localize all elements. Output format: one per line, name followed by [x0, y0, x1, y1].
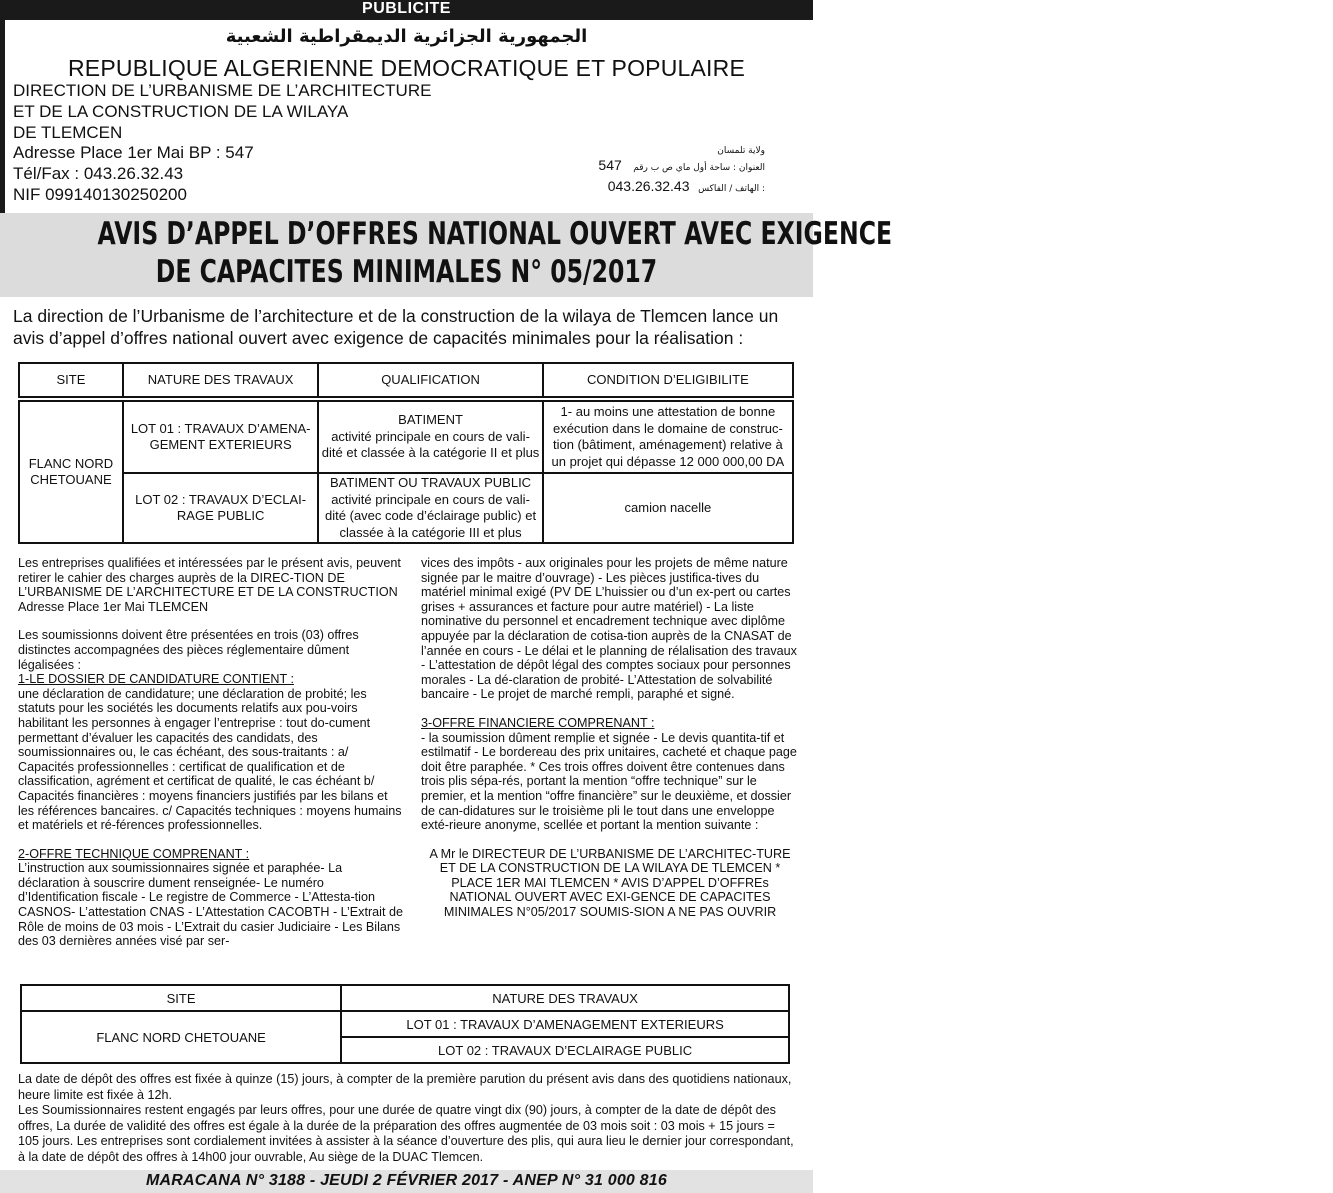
- body-paragraph: vices des impôts - aux originales pour les projets de même nature signée par le maitre d’ouvrage) - Les pièces justifica-tives du matériel minimal exigé (PV DE L’huissier ou d’un ex-pert ou cartes grises + assurances et facture pour autre matériel) - La liste nominative du personnel et encadrement technique avec diplôme appuyée par la déclaration de cotisa-tion auprès de la CNASAT de l’année en cours - Le délai et le planning de rélalisation des travaux - L’attestation de dépôt légal des comptes sociaux pour personnes morales - La dé-claration de probité- L’Attestation de solvabilité bancaire - Le projet de marché rempli, paraphé et signé.: [421, 556, 797, 702]
- body-column-left: [18, 556, 403, 949]
- closing-text: [18, 1072, 798, 1165]
- left-edge-bar: [0, 20, 5, 216]
- notice-title-line: DE CAPACITES MINIMALES N° 05/2017: [155, 254, 658, 290]
- table-cell-lot: LOT 02 : TRAVAUX D’ECLAIRAGE PUBLIC: [341, 1037, 789, 1063]
- section-heading: 3-OFFRE FINANCIERE COMPRENANT :: [421, 715, 655, 730]
- body-paragraph: une déclaration de candidature; une déclaration de probité; les statuts pour les sociétés les documents relatifs aux pou-voirs habilitant les personnes à engager l’entreprise : tout do-cument permettant d’évaluer les capacités des candidats, des soumissionnaires ou, le cas échéant, des sous-traitants : a/ Capacités professionnelles : certificat de qualification et de classification, agrément et certificat de qualité, le cas échéant b/ Capacités financières : moyens financiers justifiés par les bilans et les références bancaires. c/ Capacités techniques : moyens humains et matériels et ré-férences professionnelles.: [18, 686, 402, 833]
- envelope-address-block: A Mr le DIRECTEUR DE L’URBANISME DE L’ARCHITEC-TURE ET DE LA CONSTRUCTION DE LA WILAYA DE TLEMCEN * PLACE 1ER MAI TLEMCEN * AVIS D’APPEL D’OFFREs NATIONAL OUVERT AVEC EXI-GENCE DE CAPACITES MINIMALES N°05/2017 SOUMIS-SION A NE PAS OUVRIR: [429, 846, 791, 920]
- arabic-contact-block: [560, 144, 765, 200]
- footer-text: MARACANA N° 3188 - JEUDI 2 FÉVRIER 2017 - ANEP N° 31 000 816: [146, 1172, 667, 1189]
- arabic-address-number: 547: [598, 157, 622, 173]
- table-cell-nature: LOT 02 : TRAVAUX D’ECLAI-RAGE PUBLIC: [123, 473, 318, 543]
- table-header-nature: NATURE DES TRAVAUX: [123, 363, 318, 397]
- qualification-text: activité principale en cours de vali-dité et classée à la catégorie II et plus: [321, 428, 540, 461]
- table-cell-qualification: [318, 401, 542, 473]
- direction-line: DE TLEMCEN: [13, 123, 123, 142]
- republic-title: REPUBLIQUE ALGERIENNE DEMOCRATIQUE ET POPULAIRE: [68, 55, 745, 81]
- body-paragraph: - la soumission dûment remplie et signée - Le devis quantita-tif et estilmatif - Le bordereau des prix unitaires, cacheté et chaque page doit être paraphée. * Ces trois offres doivent être contenues dans trois plis sépa-rés, portant la mention “offre technique” sur le premier, et la mention “offre financière” sur le deuxième, et dossier de can-didatures sur le troisième pli le tout dans une enveloppe exté-rieure anonyme, scellée et portant la mention suivante :: [421, 730, 797, 833]
- notice-title: [97, 215, 893, 291]
- lots-summary-table: [20, 984, 790, 1064]
- table-cell-site: FLANC NORD CHETOUANE: [21, 1011, 341, 1063]
- body-paragraph: Les entreprises qualifiées et intéressées par le présent avis, peuvent retirer le cahier des charges auprès de la DIREC-TION DE L’URBANISME DE L’ARCHITECTURE ET DE LA CONSTRUCTION Adresse Place 1er Mai TLEMCEN: [18, 556, 401, 614]
- section-heading: 2-OFFRE TECHNIQUE COMPRENANT :: [18, 846, 250, 861]
- arabic-wilaya: ولاية تلمسان: [717, 146, 765, 156]
- table-header-nature: NATURE DES TRAVAUX: [341, 985, 789, 1011]
- arabic-phone-number: 043.26.32.43: [607, 178, 690, 194]
- arabic-address: [560, 158, 765, 175]
- arabic-phone: [560, 175, 765, 200]
- table-cell-condition: 1- au moins une attestation de bonne exécution dans le domaine de construc-tion (bâtiment, aménagement) relative à un projet qui dépasse 12 000 000,00 DA: [543, 401, 793, 473]
- table-header-site: SITE: [21, 985, 341, 1011]
- section-heading: 1-LE DOSSIER DE CANDIDATURE CONTIENT :: [18, 672, 294, 687]
- direction-line: DIRECTION DE L’URBANISME DE L’ARCHITECTURE: [13, 81, 432, 100]
- arabic-phone-label: الهاتف / الفاكس :: [698, 184, 765, 194]
- notice-title-band: [0, 213, 893, 297]
- notice-title-line: AVIS D’APPEL D’OFFRES NATIONAL OUVERT AVEC EXIGENCE: [97, 216, 893, 252]
- nif-line: NIF 099140130250200: [13, 185, 187, 204]
- body-paragraph: Les soumissionns doivent être présentées en trois (03) offres distinctes accompagnées des pièces réglementaire dûment légalisées :: [18, 628, 359, 672]
- publicite-banner: [0, 0, 813, 20]
- table-cell-qualification: [318, 473, 542, 543]
- arabic-address-label: العنوان : ساحة أول ماي ص ب رقم: [633, 163, 765, 173]
- table-header-condition: CONDITION D’ELIGIBILITE: [543, 363, 793, 397]
- intro-paragraph: La direction de l’Urbanisme de l’architecture et de la construction de la wilaya de Tlemcen lance un avis d’appel d’offres national ouvert avec exigence de capacités minimales pour la réalisation :: [13, 306, 779, 348]
- table-cell-site: FLANC NORD CHETOUANE: [19, 401, 123, 543]
- direction-name: [13, 80, 431, 143]
- closing-paragraph: La date de dépôt des offres est fixée à quinze (15) jours, à compter de la première parution du présent avis dans des quotidiens nationaux, heure limite est fixée à 12h.: [18, 1072, 792, 1102]
- table-cell-nature: LOT 01 : TRAVAUX D’AMENA-GEMENT EXTERIEURS: [123, 401, 318, 473]
- direction-line: ET DE LA CONSTRUCTION DE LA WILAYA: [13, 102, 349, 121]
- table-header-qualification: QUALIFICATION: [318, 363, 542, 397]
- closing-paragraph: Les Soumissionnaires restent engagés par leurs offres, pour une durée de quatre vingt dix (90) jours, à compter de la date de dépôt des offres, La durée de validité des offres est égale à la durée de la préparation des offres augmentée de 03 mois soit : 03 mois + 15 jours = 105 jours. Les entreprises sont cordialement invitées à assister à la séance d’ouverture des plis, qui aura lieu le dernier jour correspondant, à la date de dépôt des offres à 14h00 jour ouvrable, Au siège de la DUAC Tlemcen.: [18, 1103, 794, 1164]
- table-cell-condition: camion nacelle: [543, 473, 793, 543]
- telfax-line: Tél/Fax : 043.26.32.43: [13, 164, 184, 183]
- table-cell-lot: LOT 01 : TRAVAUX D’AMENAGEMENT EXTERIEURS: [341, 1011, 789, 1037]
- address-line: Adresse Place 1er Mai BP : 547: [13, 143, 254, 162]
- banner-label: PUBLICITE: [362, 0, 451, 17]
- qualification-title: BATIMENT OU TRAVAUX PUBLIC: [330, 475, 532, 490]
- qualification-text: activité principale en cours de vali-dité (avec code d’éclairage public) et classée à la catégorie III et plus: [325, 491, 537, 540]
- body-column-right: [421, 556, 799, 920]
- arabic-republic-title: الجمهورية الجزائرية الديمقراطية الشعبية: [225, 26, 588, 47]
- contact-block: [13, 142, 254, 205]
- qualification-title: BATIMENT: [398, 412, 463, 428]
- table-header-site: SITE: [19, 363, 123, 397]
- body-paragraph: L’instruction aux soumissionnaires signée et paraphée- La déclaration à souscrire dument renseignée- Le numéro d’Identification fiscale - Le registre de Commerce - L’Attesta-tion CASNOS- L’attestation CNAS - L’Attestation CACOBTH - L’Extrait de Rôle de moins de 03 mois - L’Extrait du casier Judiciaire - Les Bilans des 03 dernières années visé par ser-: [18, 861, 403, 949]
- footer-bar: [0, 1170, 813, 1193]
- lots-qualification-table: [18, 362, 794, 544]
